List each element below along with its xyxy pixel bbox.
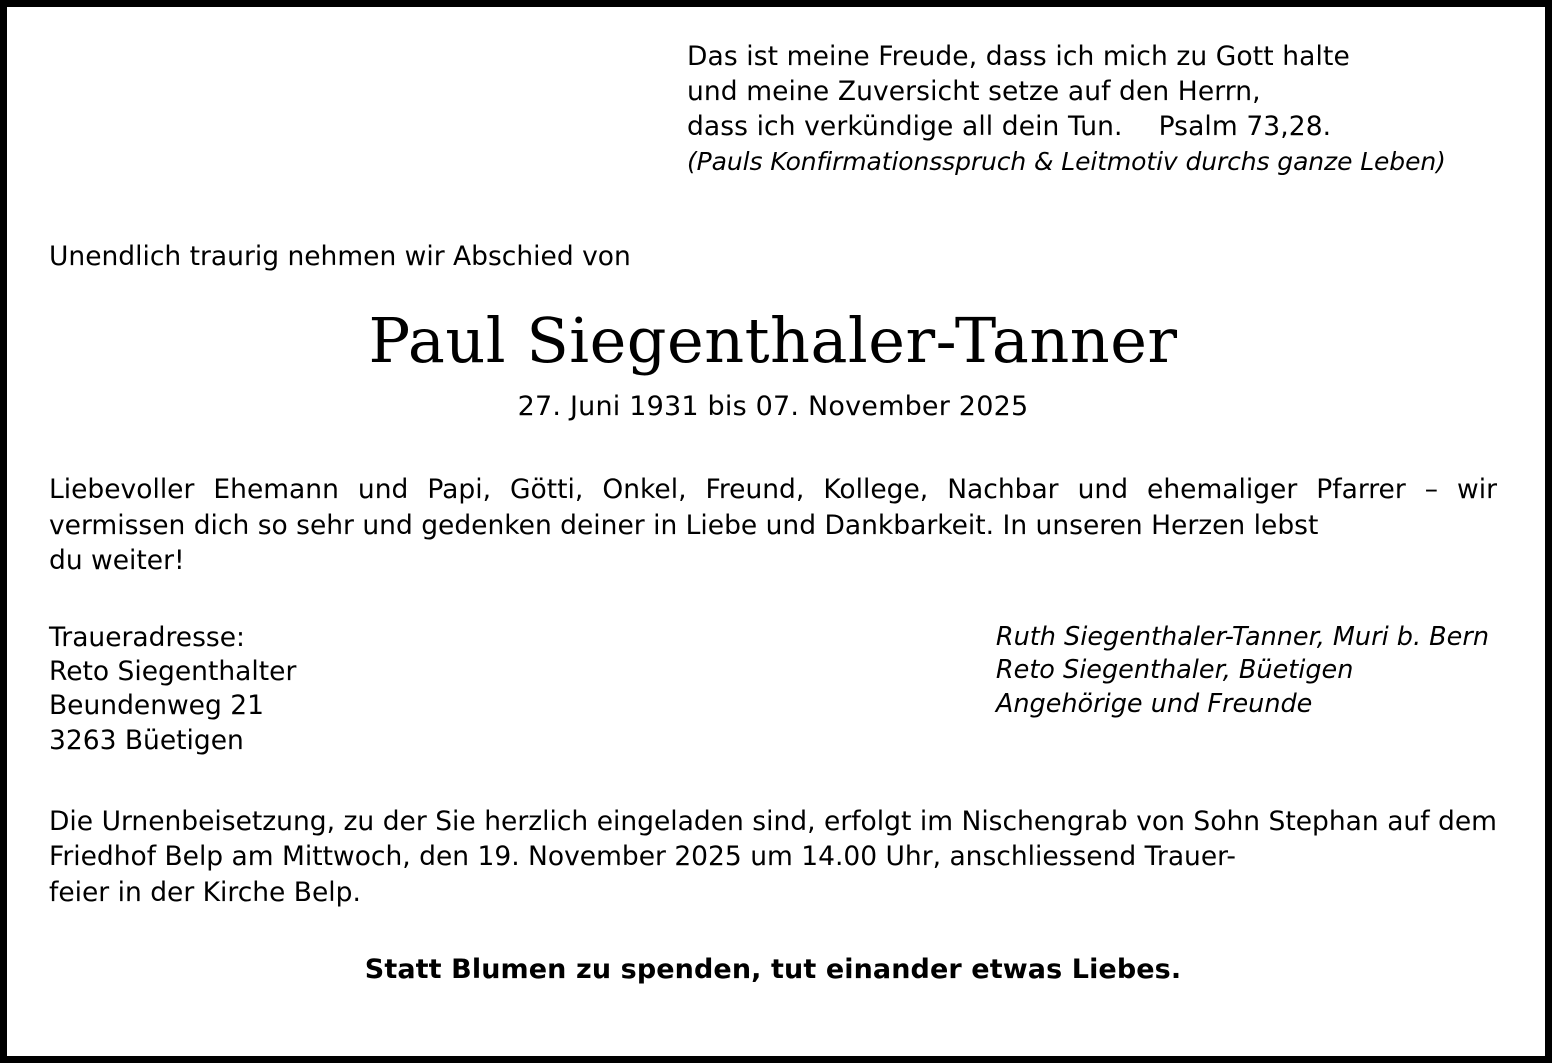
tribute-lastline: du weiter! [49,545,185,577]
funeral-details [49,804,1497,911]
farewell-line: Unendlich traurig nehmen wir Abschied von [49,240,631,272]
mourning-address-block [49,621,845,758]
tribute-text: Liebevoller Ehemann und Papi, Götti, Onkel, Freund, Kollege, Nachbar und ehemaliger Pfarrer – wir vermissen dich so sehr und gedenken deiner in Liebe und Dankbarkeit. In unseren Herzen lebst [49,474,1497,541]
verse-line-3-text: dass ich verkündige all dein Tun. [687,111,1123,143]
tribute-paragraph [49,472,1497,579]
obituary-content [7,7,1545,1056]
mourning-address-street: Beundenweg 21 [49,690,264,722]
verse-block [687,39,1497,178]
verse-attribution: (Pauls Konfirmationsspruch & Leitmotiv durchs ganze Leben) [687,146,1446,176]
family-line-3: Angehörige und Freunde [995,688,1313,719]
verse-line-1: Das ist meine Freude, dass ich mich zu Gott halte [687,41,1350,72]
mourning-address-city: 3263 Büetigen [49,724,244,756]
deceased-dates: 27. Juni 1931 bis 07. November 2025 [517,391,1029,423]
closing-note: Statt Blumen zu spenden, tut einander etwas Liebes. [364,954,1182,986]
verse-reference: Psalm 73,28. [1158,111,1332,143]
verse-line-2: und meine Zuversicht setze auf den Herrn, [687,76,1261,108]
deceased-name: Paul Siegenthaler-Tanner [368,304,1178,378]
mourning-address-label: Traueradresse: [49,621,245,653]
family-line-2: Reto Siegenthaler, Büetigen [995,655,1354,686]
funeral-text: Die Urnenbeisetzung, zu der Sie herzlich eingeladen sind, erfolgt im Nischengrab von Sohn Stephan auf dem Friedhof Belp am Mittwoch, den 19. November 2025 um 14.00 Uhr, anschliessend Trauer- [49,805,1497,873]
family-line-1: Ruth Siegenthaler-Tanner, Muri b. Bern [995,621,1489,652]
funeral-lastline: feier in der Kirche Belp. [49,876,361,908]
family-block [996,621,1497,721]
address-family-row [49,621,1497,758]
verse-line-3 [687,109,1497,144]
mourning-address-name: Reto Siegenthalter [49,656,297,688]
